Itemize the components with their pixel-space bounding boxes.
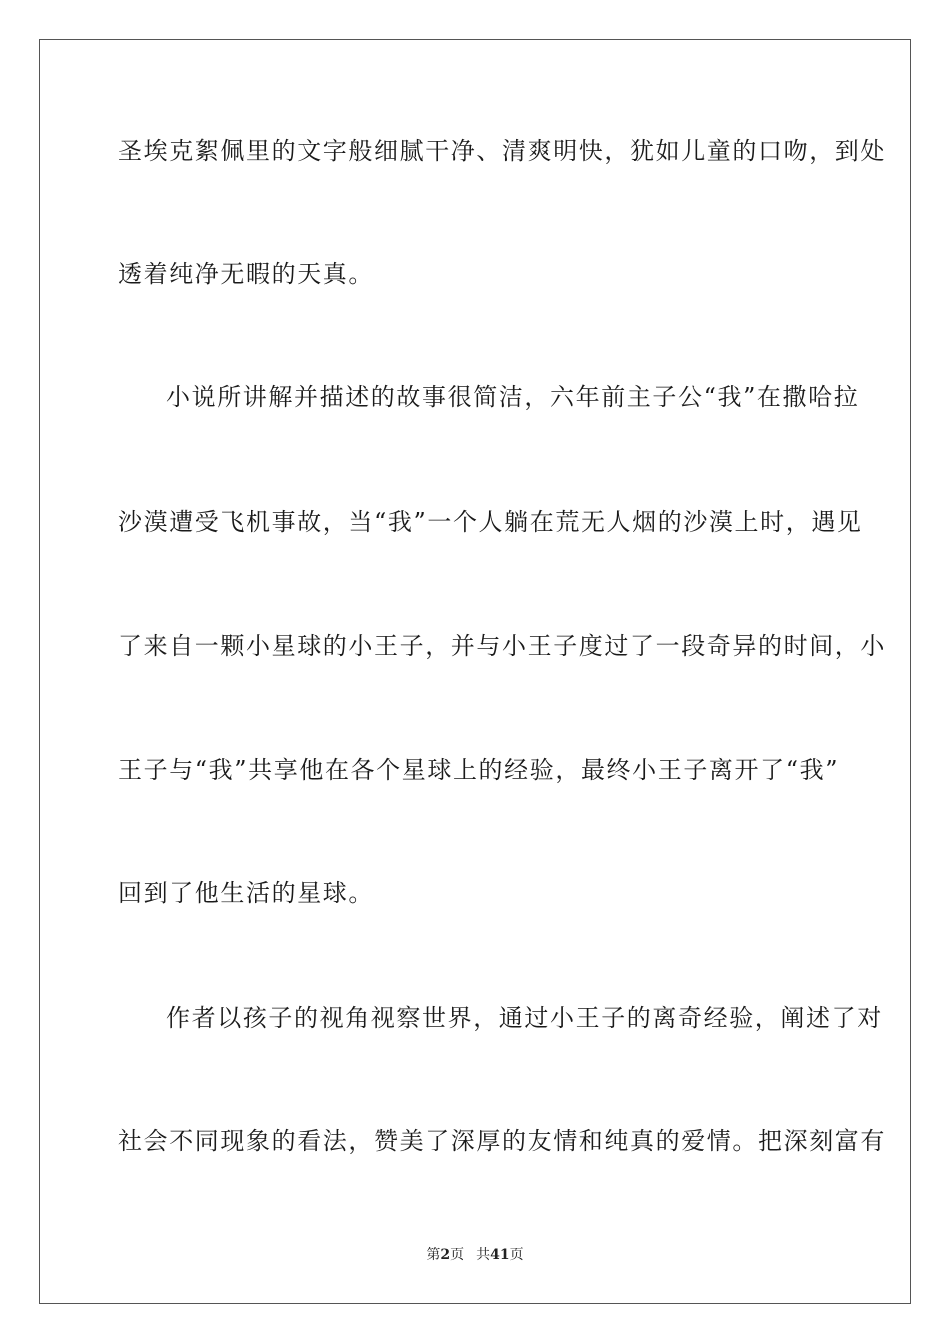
text-line-9: 社会不同现象的看法，赞美了深厚的友情和纯真的爱情。把深刻富有 [118, 1127, 886, 1155]
text-line-8: 作者以孩子的视角视察世界，通过小王子的离奇经验，阐述了对 [166, 1004, 883, 1032]
page-border [39, 39, 911, 1304]
text-line-2: 透着纯净无暇的天真。 [118, 260, 374, 288]
total-suffix: 页 [509, 1247, 524, 1263]
text-line-3: 小说所讲解并描述的故事很简洁，六年前主子公“我”在撒哈拉 [166, 383, 860, 411]
text-line-4: 沙漠遭受飞机事故，当“我”一个人躺在荒无人烟的沙漠上时，遇见 [118, 508, 863, 536]
page-number: 2 [440, 1247, 451, 1263]
text-line-5: 了来自一颗小星球的小王子，并与小王子度过了一段奇异的时间，小 [118, 632, 886, 660]
page-prefix: 第 [426, 1247, 441, 1263]
total-prefix: 共 [476, 1247, 491, 1263]
page-footer [0, 1246, 950, 1264]
text-line-6: 王子与“我”共享他在各个星球上的经验，最终小王子离开了“我” [118, 756, 840, 784]
text-line-7: 回到了他生活的星球。 [118, 879, 374, 907]
text-line-1: 圣埃克絮佩里的文字般细腻干净、清爽明快，犹如儿童的口吻，到处 [118, 137, 886, 165]
total-pages: 41 [490, 1247, 510, 1263]
page-suffix: 页 [450, 1247, 465, 1263]
